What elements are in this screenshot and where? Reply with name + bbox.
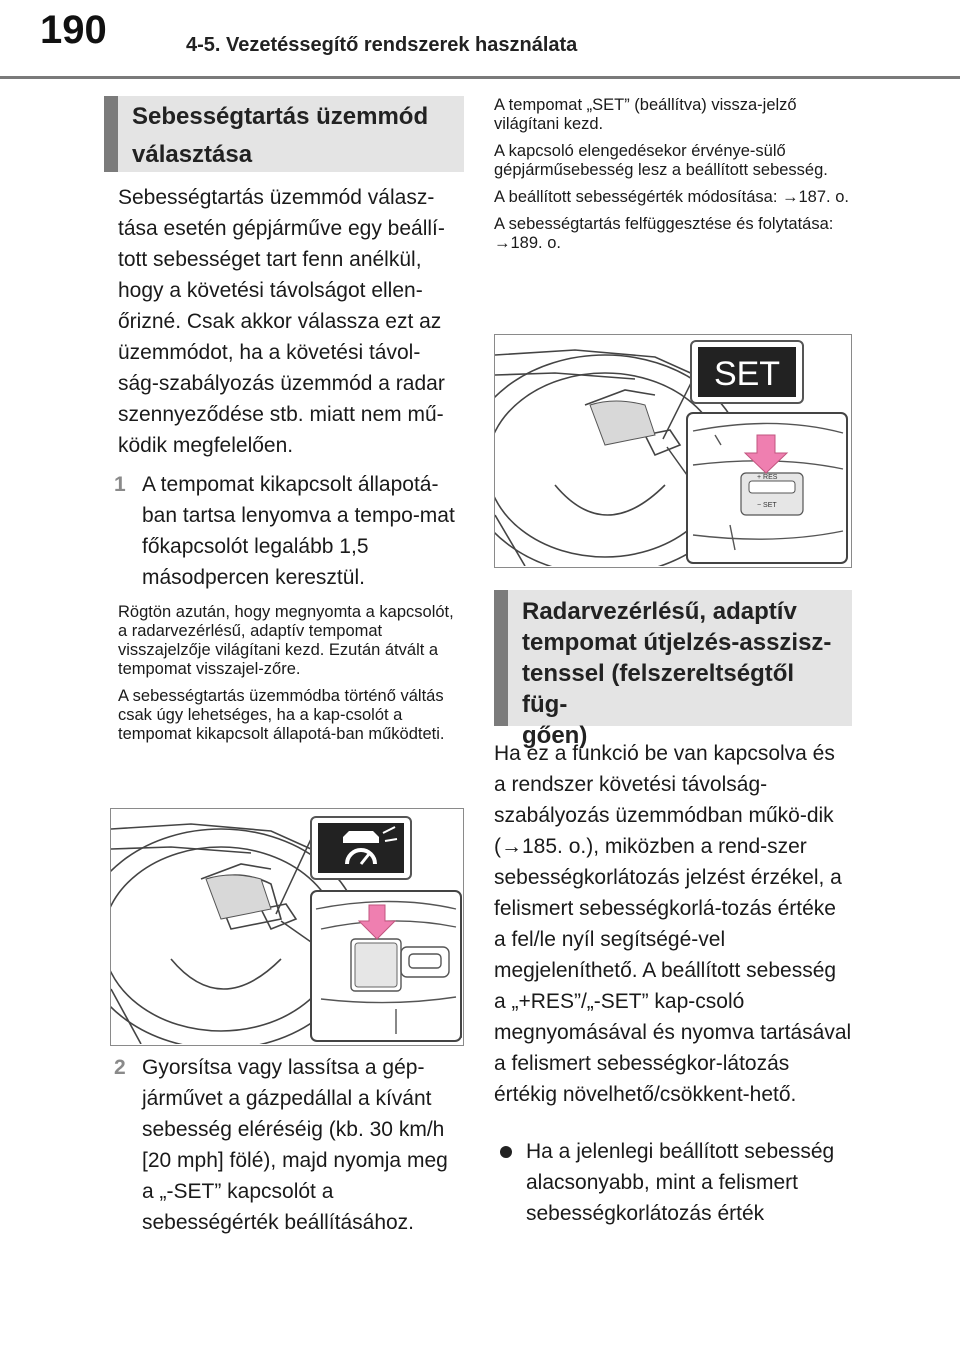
note-indicator-switch: Rögtön azután, hogy megnyomta a kapcsolót, a radarvezérlésű, adaptív tempomat visszajelzője világítani kezd. Ezután átvált a tempomat visszajel-zőre. [118,603,454,678]
page-header [0,0,960,80]
note-modify-speed: A beállított sebességérték módosítása: →187. o. [494,188,849,206]
steering-wheel-illustration [495,335,850,566]
section-title-line: választása [132,141,253,168]
right-column [494,96,854,1225]
cruise-control-indicator-icon [311,817,411,879]
note-mode-switch: A sebességtartás üzemmódba történő váltás csak úgy lehetséges, ha a kap-csolót a tempomat kikapcsolt állapotá-ban működteti. [118,687,445,743]
step-number: 2 [114,1056,126,1079]
step-2 [104,1052,464,1238]
header-divider [0,76,960,79]
page-number: 190 [40,8,107,52]
section-title-line: Sebességtartás üzemmód [132,103,429,130]
note-set-indicator: A tempomat „SET” (beállítva) vissza-jelző világítani kezd. [494,96,797,133]
section-heading-cruise-mode [104,96,464,172]
section-title-line: gően) [522,722,588,749]
chapter-title: 4-5. Vezetéssegítő rendszerek használata [186,34,578,56]
step-1 [104,469,464,593]
figure-set-switch [494,334,852,568]
section-title-line: Radarvezérlésű, adaptív [522,598,797,625]
note-suspend-resume: A sebességtartás felfüggesztése és folytatása: →189. o. [494,215,834,252]
step-text: Gyorsítsa vagy lassítsa a gép-járművet a gázpedállal a kívánt sebesség eléréséig (kb. 30 km/h [20 mph] fölé), majd nyomja meg a „-SET” kapcsolót a sebességérték beállításához. [142,1056,448,1234]
bullet-text: Ha a jelenlegi beállított sebesség alacsonyabb, mint a felismert sebességkorlátozás érték [526,1140,835,1225]
adaptive-cruise-paragraph: Ha ez a funkció be van kapcsolva és a rendszer követési távolság-szabályozás üzemmódban műkö-dik (→185. o.), miközben a rend-szer sebességkorlátozás jelzést érzékel, a felismert sebességkorlá-tozás értéke a fel/le nyíl segítségé-vel megjeleníthető. A beállított sebesség a „+RES”/„-SET” kap-csoló megnyomásával és nyomva tartásával a felismert sebességkor-látozás értékig növelhető/csökkent-hető. [494,742,852,1106]
section-title-line: tenssel (felszereltségtől füg- [522,660,795,718]
intro-paragraph: Sebességtartás üzemmód válasz-tása esetén gépjárműve egy beállí-tott sebességet tart fenn anélkül, hogy a követési távolságot ellen-őrizné. Csak akkor válassza ezt az üzemmódot, ha a követési távol-ság-szabályozás üzemmód a radar szennyeződése stb. miatt nem mű-ködik megfelelően. [118,186,445,457]
note-release-speed: A kapcsoló elengedésekor érvénye-sülő gépjárműsebesség lesz a beállított sebesség. [494,142,828,179]
step-text: A tempomat kikapcsolt állapotá-ban tartsa lenyomva a tempo-mat főkapcsolót legalább 1,5 másodpercen keresztül. [142,473,455,589]
set-indicator-icon [691,341,803,403]
bullet-dot [500,1136,526,1229]
section-heading-adaptive-cruise [494,590,852,749]
bullet-item [500,1136,852,1229]
figure-main-switch [110,808,464,1046]
steering-wheel-illustration [111,809,462,1044]
left-column [104,96,464,1234]
switch-minus-label: − SET [757,502,777,509]
switch-plus-label: + RES [757,474,778,481]
section-title-line: tempomat útjelzés-asszisz- [522,629,832,656]
step-number: 1 [114,473,126,496]
set-indicator-label: SET [713,355,781,393]
